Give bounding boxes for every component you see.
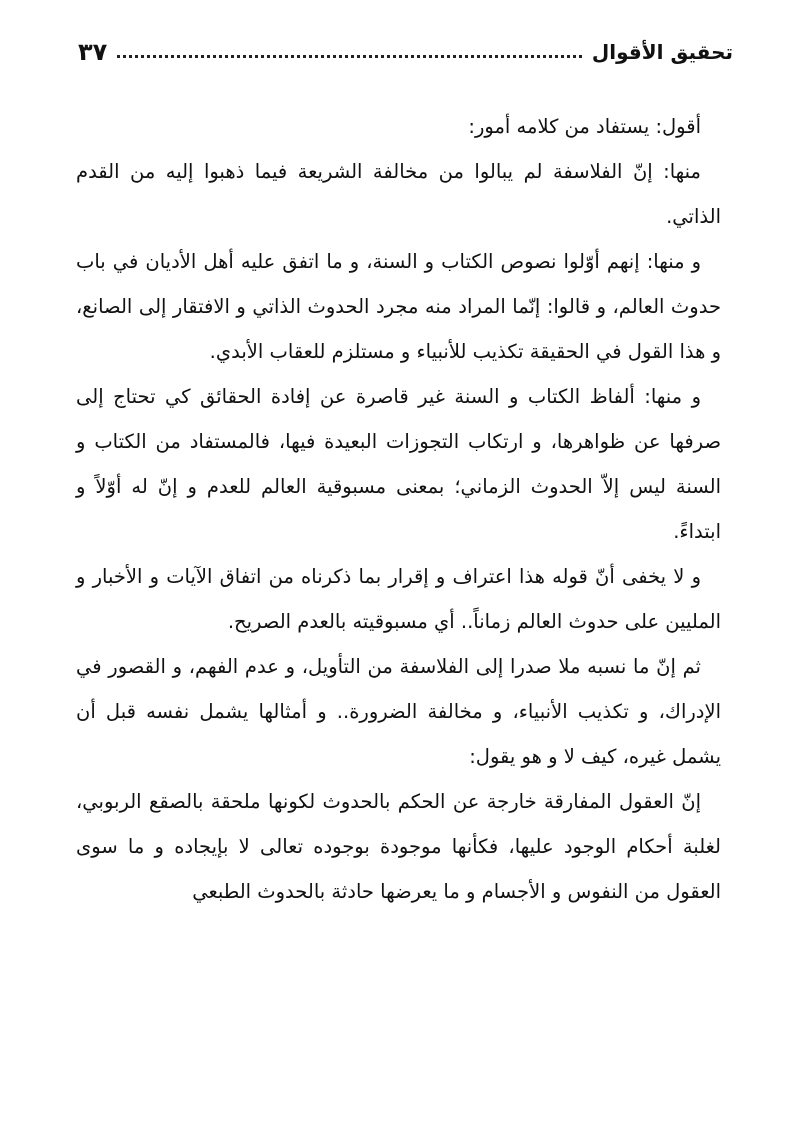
dot-leader: [117, 55, 582, 58]
paragraph: و لا يخفى أنّ قوله هذا اعتراف و إقرار بما ذكرناه من اتفاق الآيات و الأخبار و المليين على حدوث العالم زماناً.. أي مسبوقيته بالعدم الصريح.: [76, 565, 721, 633]
running-title: تحقيق الأقوال: [591, 40, 733, 64]
paragraph: إنّ العقول المفارقة خارجة عن الحكم بالحدوث لكونها ملحقة بالصقع الربوبي، لغلبة أحكام الوجود عليها، فكأنها موجودة بوجوده تعالى لا بإيجاده و ما سوى العقول من النفوس و الأجسام و ما يعرضها حادثة بالحدوث الطبعي: [76, 790, 721, 903]
paragraph: منها: إنّ الفلاسفة لم يبالوا من مخالفة الشريعة فيما ذهبوا إليه من القدم الذاتي.: [76, 160, 721, 228]
page-header: [78, 30, 733, 66]
paragraph: و منها: إنهم أوّلوا نصوص الكتاب و السنة، و ما اتفق عليه أهل الأديان في باب حدوث العالم، و قالوا: إنّما المراد منه مجرد الحدوث الذاتي و الافتقار إلى الصانع، و هذا القول في الحقيقة تكذيب للأنبياء و مستلزم للعقاب الأبدي.: [76, 250, 721, 363]
paragraph: ثم إنّ ما نسبه ملا صدرا إلى الفلاسفة من التأويل، و عدم الفهم، و القصور في الإدراك، و تكذيب الأنبياء، و مخالفة الضرورة.. و أمثالها يشمل نفسه قبل أن يشمل غيره، كيف لا و هو يقول:: [76, 655, 721, 768]
paragraph: و منها: ألفاظ الكتاب و السنة غير قاصرة عن إفادة الحقائق كي تحتاج إلى صرفها عن ظواهرها، و ارتكاب التجوزات البعيدة فيها، فالمستفاد من الكتاب و السنة ليس إلاّ الحدوث الزماني؛ بمعنى مسبوقية العالم للعدم و إنّ له أوّلاً و ابتداءً.: [76, 385, 721, 543]
page-number: ٣٧: [78, 38, 108, 66]
paragraph: أقول: يستفاد من كلامه أمور:: [468, 115, 701, 138]
body-text: [76, 104, 721, 914]
